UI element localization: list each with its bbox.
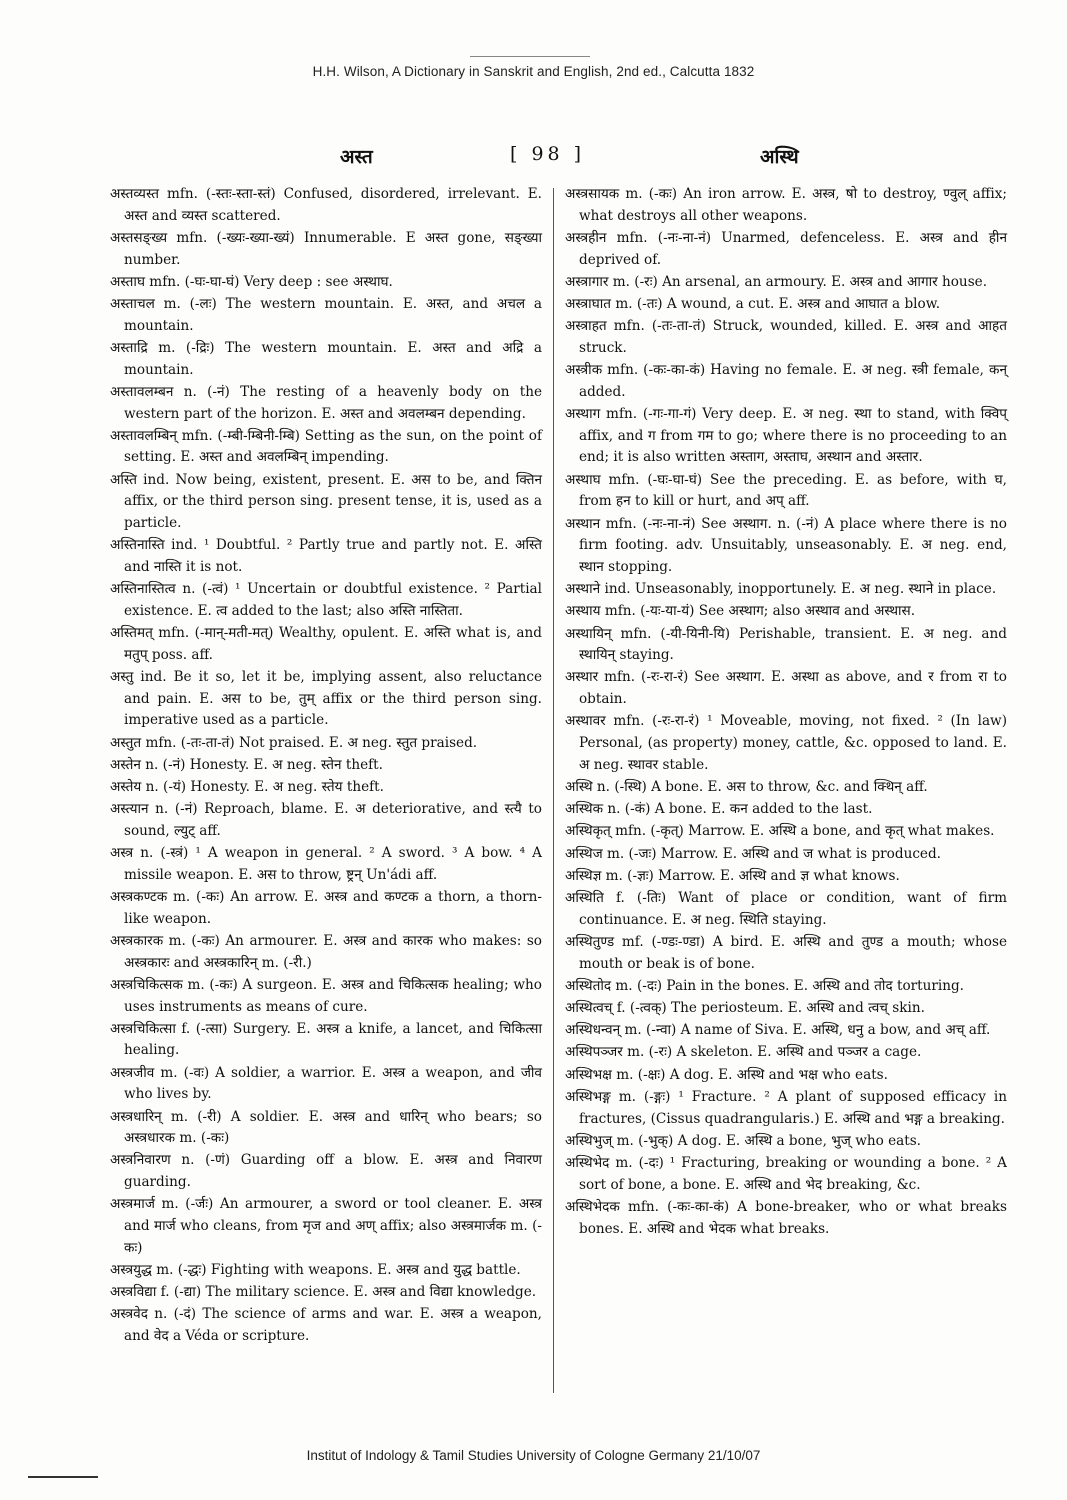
dictionary-entry: अस्थिभेदक mfn. (-कः-का-कं) A bone-breaker, who or what breaks bones. E. अस्थि and भेदक what breaks. <box>565 1198 1007 1237</box>
dictionary-entry: अस्थाग mfn. (-गः-गा-गं) Very deep. E. अ neg. स्था to stand, with क्विप् affix, and ग from गम to go; where there is no proceeding to an end; it is also written अस्ताग, अस्ताघ, अस्थान and अस्तार. <box>565 406 1007 466</box>
dictionary-entry: अस्थि n. (-स्थि) A bone. E. अस to throw, &c. and क्थिन् aff. <box>565 778 928 795</box>
dictionary-entry: अस्त्राघात m. (-तः) A wound, a cut. E. अस्त्र and आघात a blow. <box>565 296 941 313</box>
dictionary-entry: अस्थिभक्ष m. (-क्षः) A dog. E. अस्थि and भक्ष who eats. <box>565 1066 888 1083</box>
dictionary-entry: अस्तिनास्ति ind. ¹ Doubtful. ² Partly true and partly not. E. अस्ति and नास्ति it is not. <box>110 537 542 575</box>
dictionary-entry: अस्थावर mfn. (-रः-रा-रं) ¹ Moveable, moving, not fixed. ² (In law) Personal, (as property) money, cattle, &c. opposed to land. E. अ neg. स्थावर stable. <box>565 713 1007 773</box>
dictionary-entry: अस्तुत mfn. (-तः-ता-तं) Not praised. E. अ neg. स्तुत praised. <box>110 734 478 751</box>
column-divider <box>553 188 554 1393</box>
dictionary-entry: अस्थितुण्ड mf. (-ण्डः-ण्डा) A bird. E. अस्थि and तुण्ड a mouth; whose mouth or beak is of bone. <box>565 933 1007 972</box>
dictionary-entry: अस्तसङ्ख्य mfn. (-ख्यः-ख्या-ख्यं) Innumerable. E अस्त gone, सङ्ख्या number. <box>110 229 542 268</box>
running-head <box>0 143 1067 173</box>
scan-header-caption: H.H. Wilson, A Dictionary in Sanskrit and English, 2nd ed., Calcutta 1832 <box>312 64 755 79</box>
dictionary-entry: अस्तावलम्बिन् mfn. (-म्बी-म्बिनी-म्बि) Setting as the sun, on the point of setting. E. अस्त and अवलम्बिन् impending. <box>110 427 542 466</box>
top-rule <box>470 56 590 57</box>
dictionary-entry: अस्त्रचिकित्सा f. (-त्सा) Surgery. E. अस्त्र a knife, a lancet, and चिकित्सा healing. <box>110 1020 542 1059</box>
dictionary-entry: अस्त्रवेद n. (-दं) The science of arms and war. E. अस्त्र a weapon, and वेद a Véda or scripture. <box>110 1306 542 1345</box>
dictionary-entry: अस्थाने ind. Unseasonably, inopportunely. E. अ neg. स्थाने in place. <box>565 581 997 598</box>
dictionary-entry: अस्तव्यस्त mfn. (-स्तः-स्ता-स्तं) Confused, disordered, irrelevant. E. अस्त and व्यस्त scattered. <box>110 186 542 224</box>
dictionary-entry: अस्त्रीक mfn. (-कः-का-कं) Having no female. E. अ neg. स्त्री female, कन् added. <box>565 362 1007 400</box>
dictionary-entry: अस्त्र n. (-स्त्रं) ¹ A weapon in general. ² A sword. ³ A bow. ⁴ A missile weapon. E. अस to throw, ष्ट्रन् Un'ádi aff. <box>110 845 542 883</box>
dictionary-entry: अस्तिनास्तित्व n. (-त्वं) ¹ Uncertain or doubtful existence. ² Partial existence. E. त्व added to the last; also अस्ति नास्तिता. <box>110 581 542 619</box>
dictionary-entry: अस्थिभेद m. (-दः) ¹ Fracturing, breaking or wounding a bone. ² A sort of bone, a bone. E. अस्थि and भेद breaking, &c. <box>565 1154 1007 1193</box>
dictionary-entry: अस्तेन n. (-नं) Honesty. E. अ neg. स्तेन theft. <box>110 756 383 773</box>
dictionary-entry: अस्त्रमार्ज m. (-र्जः) An armourer, a sword or tool cleaner. E. अस्त्र and मार्ज who cleans, from मृज and अण् affix; also अस्त्रमार्जक m. (-कः) <box>110 1196 542 1256</box>
dictionary-entry: अस्ताद्रि m. (-द्रिः) The western mountain. E. अस्त and अद्रि a mountain. <box>110 339 542 378</box>
dictionary-entry: अस्त्रागार m. (-रः) An arsenal, an armoury. E. अस्त्र and आगार house. <box>565 273 988 290</box>
dictionary-entry: अस्थायिन् mfn. (-यी-यिनी-यि) Perishable, transient. E. अ neg. and स्थायिन् staying. <box>565 625 1007 664</box>
dictionary-entry: अस्त्रधारिन् m. (-री) A soldier. E. अस्त्र and धारिन् who bears; so अस्त्रधारक m. (-कः) <box>110 1108 542 1147</box>
dictionary-entry: अस्थिकृत् mfn. (-कृत्) Marrow. E. अस्थि a bone, and कृत् what makes. <box>565 823 995 840</box>
dictionary-entry: अस्थिक n. (-कं) A bone. E. कन added to the last. <box>565 801 873 818</box>
dictionary-entry: अस्त्रयुद्ध m. (-द्धः) Fighting with weapons. E. अस्त्र and युद्ध battle. <box>110 1261 521 1278</box>
page-number: [ 98 ] <box>510 143 586 165</box>
dictionary-entry: अस्ताघ mfn. (-घः-घा-घं) Very deep : see अस्थाघ. <box>110 273 393 290</box>
dictionary-entry: अस्थिधन्वन् m. (-न्वा) A name of Siva. E. अस्थि, धनु a bow, and अच् aff. <box>565 1022 991 1039</box>
dictionary-entry: अस्त्रकण्टक m. (-कः) An arrow. E. अस्त्र and कण्टक a thorn, a thorn-like weapon. <box>110 889 542 927</box>
dictionary-entry: अस्थिति f. (-तिः) Want of place or condition, want of firm continuance. E. अ neg. स्थिति staying. <box>565 890 1007 928</box>
dictionary-entry: अस्त्राहत mfn. (-तः-ता-तं) Struck, wounded, killed. E. अस्त्र and आहत struck. <box>565 318 1007 356</box>
scan-footer-caption: Institut of Indology & Tamil Studies University of Cologne Germany 21/10/07 <box>306 1448 761 1463</box>
dictionary-entry: अस्त्रकारक m. (-कः) An armourer. E. अस्त्र and कारक who makes: so अस्त्रकारः and अस्त्रकारिन् m. (-री.) <box>110 932 542 971</box>
dictionary-entry: अस्थिपञ्जर m. (-रः) A skeleton. E. अस्थि and पञ्जर a cage. <box>565 1044 922 1061</box>
dictionary-entry: अस्थिभङ्ग m. (-ङ्गः) ¹ Fracture. ² A plant of supposed efficacy in fractures, (Cissus quadrangularis.) E. अस्थि and भङ्ग a breaking. <box>565 1088 1007 1127</box>
dictionary-entry: अस्थितोद m. (-दः) Pain in the bones. E. अस्थि and तोद torturing. <box>565 977 964 994</box>
dictionary-entry: अस्थिज m. (-जः) Marrow. E. अस्थि and ज what is produced. <box>565 845 942 862</box>
running-head-left: अस्त <box>340 146 373 168</box>
dictionary-entry: अस्थान mfn. (-नः-ना-नं) See अस्थाग. n. (-नं) A place where there is no firm footing. adv. Unsuitably, unseasonably. E. अ neg. end, स्थान stopping. <box>565 515 1007 575</box>
dictionary-entry: अस्थाय mfn. (-यः-या-यं) See अस्थाग; also अस्थाव and अस्थास. <box>565 603 916 620</box>
running-head-right: अस्थि <box>760 146 799 168</box>
right-column <box>565 184 1007 1241</box>
dictionary-entry: अस्त्रनिवारण n. (-णं) Guarding off a blow. E. अस्त्र and निवारण guarding. <box>110 1152 542 1191</box>
dictionary-entry: अस्थिभुज् m. (-भुक्) A dog. E. अस्थि a bone, भुज् who eats. <box>565 1132 922 1149</box>
dictionary-entry: अस्त्यान n. (-नं) Reproach, blame. E. अ deteriorative, and स्त्यै to sound, ल्युट् aff. <box>110 801 542 839</box>
dictionary-entry: अस्थिज्ञ m. (-ज्ञः) Marrow. E. अस्थि and ज्ञ what knows. <box>565 867 900 884</box>
left-column <box>110 184 542 1348</box>
dictionary-entry: अस्तेय n. (-यं) Honesty. E. अ neg. स्तेय theft. <box>110 778 384 795</box>
dictionary-entry: अस्थाघ mfn. (-घः-घा-घं) See the preceding. E. as before, with घ, from हन to kill or hurt, and अप् aff. <box>565 471 1007 510</box>
dictionary-entry: अस्तु ind. Be it so, let it be, implying assent, also reluctance and pain. E. अस to be, तुम् affix or the third person sing. imperative used as a particle. <box>110 668 542 729</box>
dictionary-entry: अस्तावलम्बन n. (-नं) The resting of a heavenly body on the western part of the horizon. E. अस्त and अवलम्बन depending. <box>110 383 542 422</box>
dictionary-entry: अस्त्रसायक m. (-कः) An iron arrow. E. अस्त्र, षो to destroy, ण्वुल् affix; what destroys all other weapons. <box>565 186 1007 224</box>
bottom-rule <box>28 1476 98 1478</box>
dictionary-entry: अस्त्रजीव m. (-वः) A soldier, a warrior. E. अस्त्र a weapon, and जीव who lives by. <box>110 1064 542 1103</box>
dictionary-entry: अस्तिमत् mfn. (-मान्-मती-मत्) Wealthy, opulent. E. अस्ति what is, and मतुप् poss. aff. <box>110 625 542 663</box>
dictionary-entry: अस्त्रहीन mfn. (-नः-ना-नं) Unarmed, defenceless. E. अस्त्र and हीन deprived of. <box>565 229 1007 268</box>
dictionary-entry: अस्त्रचिकित्सक m. (-कः) A surgeon. E. अस्त्र and चिकित्सक healing; who uses instruments as means of cure. <box>110 976 542 1015</box>
dictionary-entry: अस्त्रविद्या f. (-द्या) The military science. E. अस्त्र and विद्या knowledge. <box>110 1284 537 1301</box>
dictionary-entry: अस्थित्वच् f. (-त्वक्) The periosteum. E. अस्थि and त्वच् skin. <box>565 1000 925 1017</box>
dictionary-entry: अस्ति ind. Now being, existent, present. E. अस to be, and क्तिन affix, or the third person sing. present tense, it is, used as a particle. <box>110 471 542 532</box>
dictionary-entry: अस्थार mfn. (-रः-रा-रं) See अस्थाग. E. अस्था as above, and र from रा to obtain. <box>565 669 1007 708</box>
dictionary-entry: अस्ताचल m. (-लः) The western mountain. E. अस्त, and अचल a mountain. <box>110 296 542 334</box>
